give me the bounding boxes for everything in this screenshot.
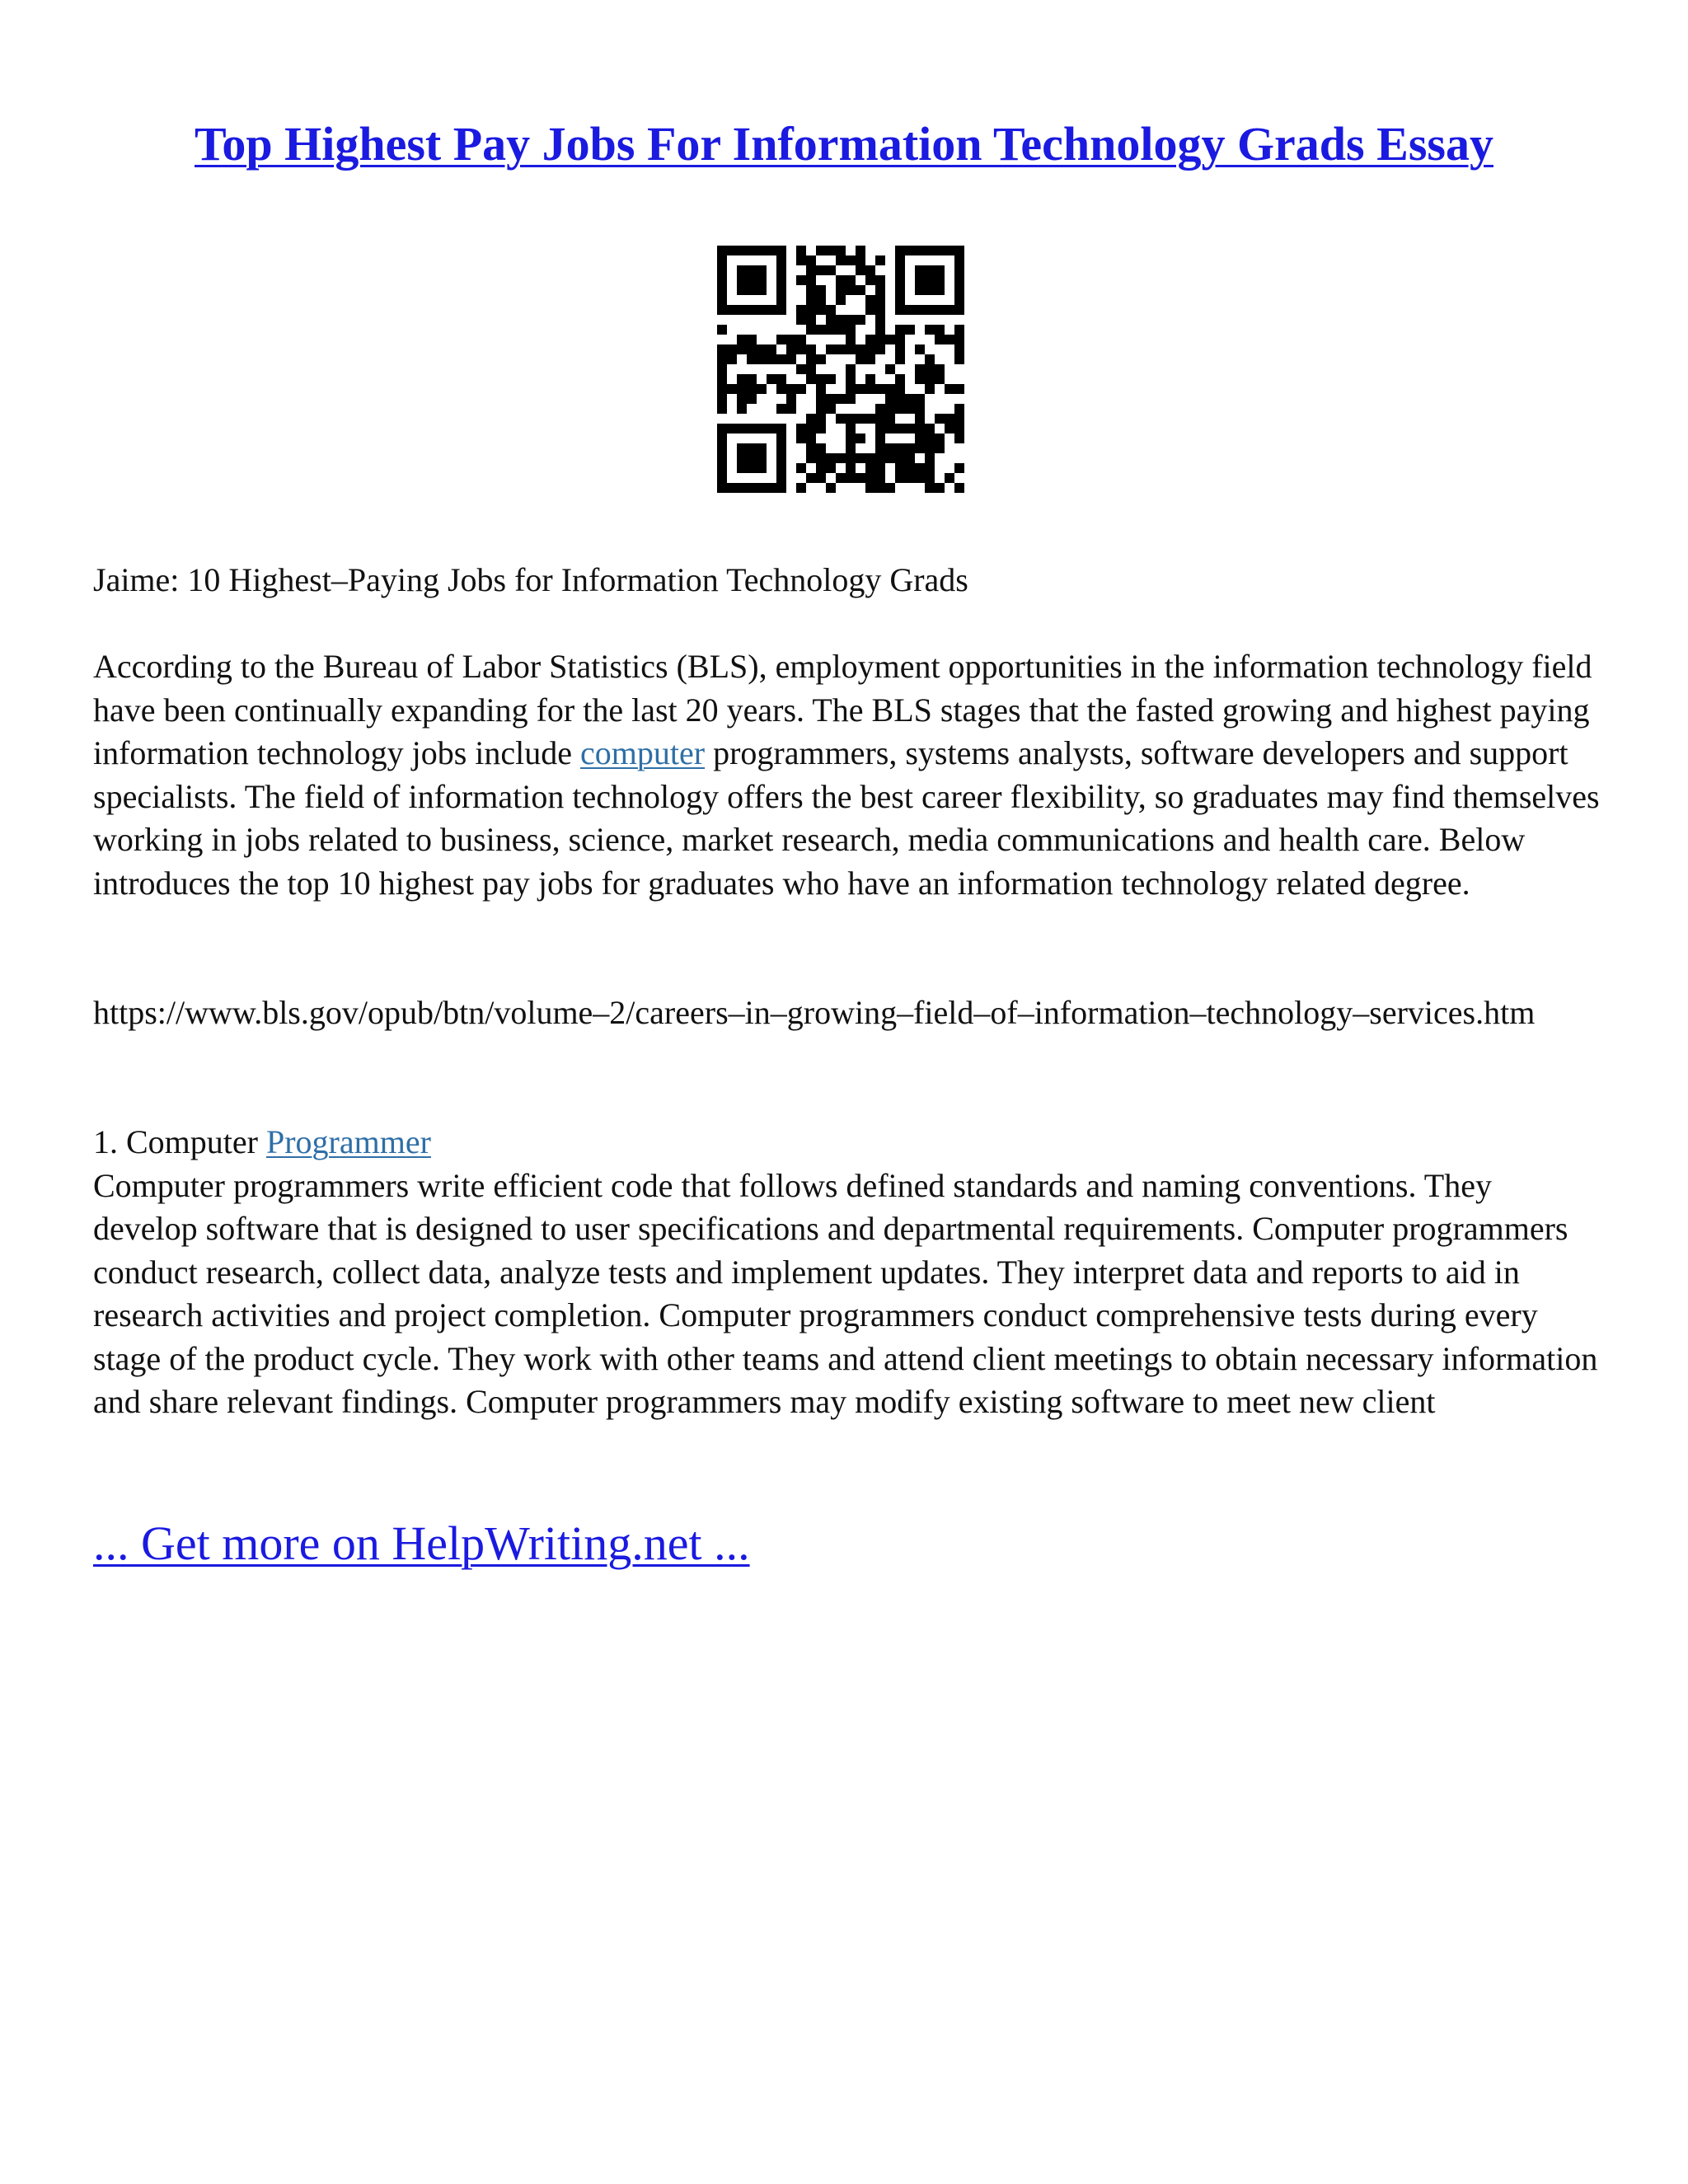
more-link-container <box>93 1515 750 1572</box>
qr-code-icon <box>717 246 964 493</box>
computer-link[interactable]: computer <box>580 734 706 771</box>
intro-paragraph <box>93 645 1601 905</box>
job-item-heading <box>93 1121 1601 1165</box>
page-title <box>0 115 1688 173</box>
programmer-link[interactable]: Programmer <box>265 1123 431 1160</box>
get-more-link[interactable]: ... Get more on HelpWriting.net ... <box>93 1516 750 1570</box>
source-url-text: https://www.bls.gov/opub/btn/volume–2/careers–in–growing–field–of–information–technology–services.htm <box>93 994 1536 1031</box>
intro-text-end: programmers, systems analysts, software developers and support specialists. The field of information technology offers the best career flexibility, so graduates may find themselves working in jobs related to business, science, market research, media communications and health care. Below introduces the top 10 highest pay jobs for graduates who have an information technology related degree. <box>93 734 1600 902</box>
job-item-1 <box>93 1121 1601 1424</box>
intro-text-start: According to the Bureau of Labor Statistics (BLS), employment opportunities in the information technology field have been continually expanding for the last 20 years. The BLS stages that the fasted growing and highest paying information technology jobs include <box>93 648 1592 771</box>
job-item-body: Computer programmers write efficient code that follows defined standards and naming conventions. They develop software that is designed to user specifications and departmental requirements. Computer programmers conduct research, collect data, analyze tests and implement updates. They interpret data and reports to aid in research activities and project completion. Computer programmers conduct comprehensive tests during every stage of the product cycle. They work with other teams and attend client meetings to obtain necessary information and share relevant findings. Computer programmers may modify existing software to meet new client <box>93 1166 1598 1420</box>
job-item-heading-text: 1. Computer <box>93 1123 266 1160</box>
title-link[interactable]: Top Highest Pay Jobs For Information Technology Grads Essay <box>195 117 1493 171</box>
article-subtitle: Jaime: 10 Highest–Paying Jobs for Information Technology Grads <box>93 561 968 598</box>
